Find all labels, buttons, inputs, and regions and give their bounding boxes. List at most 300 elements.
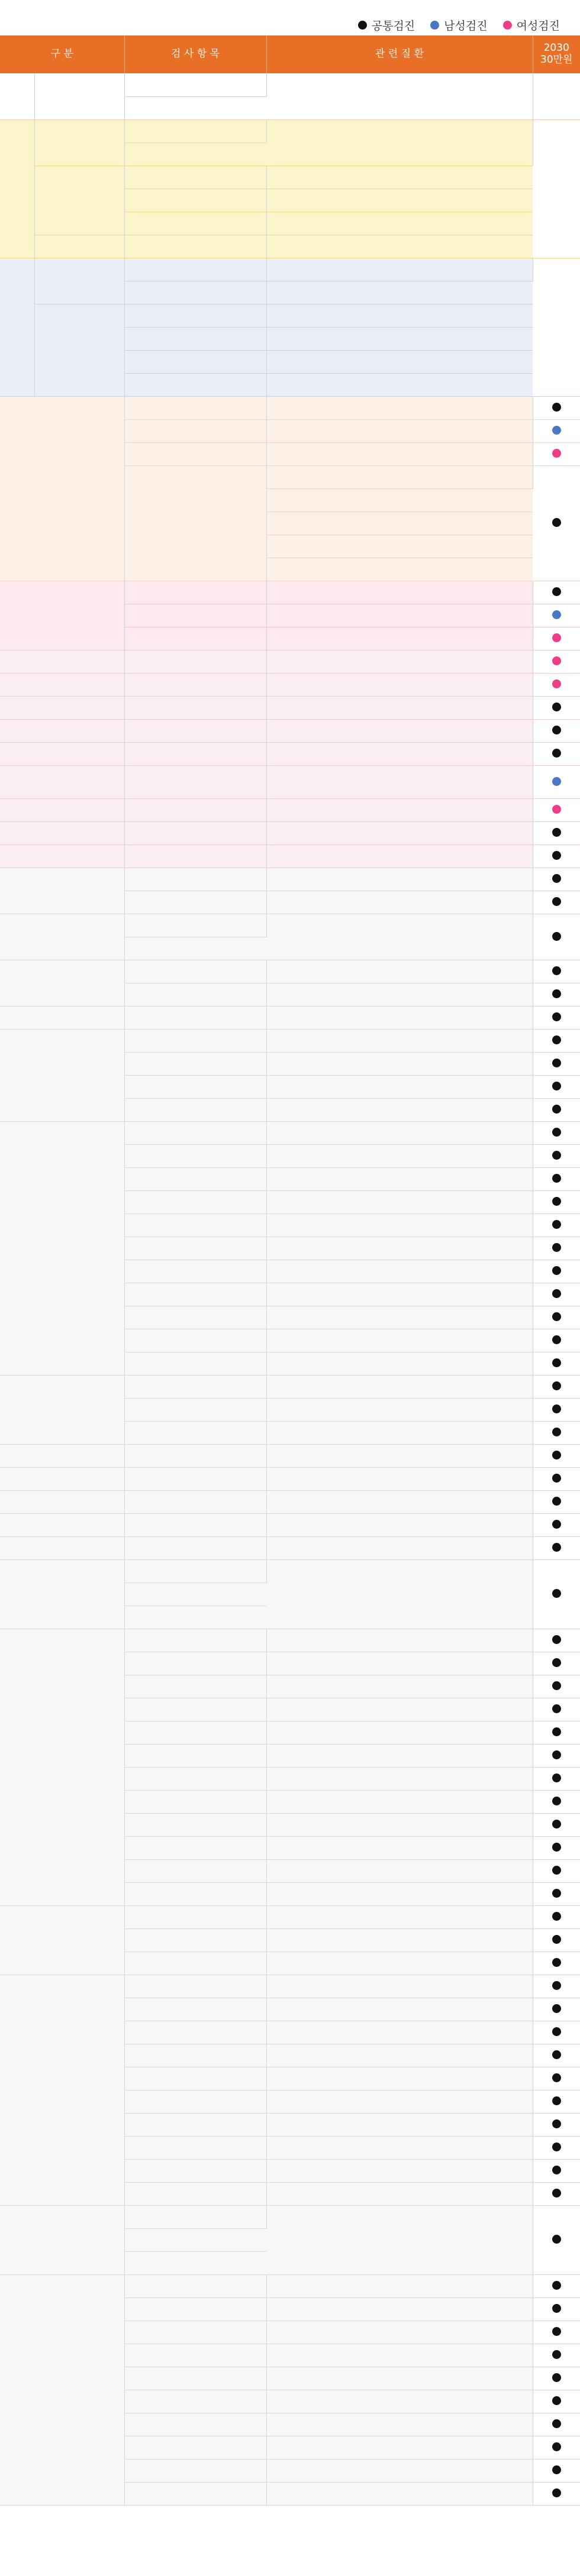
group-mri — [34, 166, 124, 235]
group-colonoscopy — [34, 119, 124, 166]
package-mark-cell — [533, 1121, 580, 1144]
test-item — [124, 627, 266, 650]
category-label — [0, 1513, 124, 1536]
related-disease — [266, 821, 533, 844]
test-item — [124, 1836, 266, 1859]
related-disease — [266, 419, 533, 442]
test-item — [124, 2182, 266, 2205]
package-included-dot-icon — [552, 426, 561, 435]
related-disease — [266, 983, 533, 1006]
test-item — [124, 1490, 266, 1513]
test-item — [124, 1121, 266, 1144]
related-disease — [266, 2436, 533, 2459]
package-mark-cell — [533, 719, 580, 742]
package-mark-cell — [533, 2182, 580, 2205]
package-mark-cell — [533, 1882, 580, 1905]
related-disease — [266, 1421, 533, 1444]
test-item — [124, 2321, 266, 2344]
table-row — [0, 742, 580, 765]
related-disease — [266, 1744, 533, 1767]
area-b-label — [0, 119, 34, 258]
package-included-dot-icon — [552, 726, 561, 734]
package-included-dot-icon — [552, 2373, 561, 2382]
related-disease — [266, 914, 533, 960]
legend-dot-icon — [503, 21, 512, 30]
package-included-dot-icon — [552, 1935, 561, 1944]
package-included-dot-icon — [552, 1589, 561, 1598]
group-gastroscopy — [34, 73, 124, 119]
related-disease — [266, 1098, 533, 1121]
table-row — [0, 581, 580, 604]
package-included-dot-icon — [552, 1381, 561, 1390]
category-label — [0, 673, 124, 696]
related-disease — [266, 2413, 533, 2436]
table-row — [0, 73, 580, 96]
table-row — [0, 696, 580, 719]
related-disease — [266, 119, 533, 166]
package-mark-cell — [533, 1721, 580, 1744]
header-category: 구 분 — [0, 35, 124, 73]
test-item — [124, 1213, 266, 1237]
related-disease — [266, 2067, 533, 2090]
package-mark-cell — [533, 2090, 580, 2113]
package-mark-cell — [533, 2436, 580, 2459]
package-mark-cell — [533, 1190, 580, 1213]
package-included-dot-icon — [552, 2350, 561, 2359]
related-disease — [266, 798, 533, 821]
package-mark-cell — [533, 1836, 580, 1859]
package-included-dot-icon — [552, 449, 561, 458]
test-item — [124, 1237, 266, 1260]
related-disease — [266, 465, 533, 488]
test-item — [124, 983, 266, 1006]
test-item — [124, 304, 266, 327]
table-row — [0, 798, 580, 821]
package-included-dot-icon — [552, 1358, 561, 1367]
package-mark-cell — [533, 1490, 580, 1513]
package-mark-cell — [533, 1652, 580, 1675]
package-included-dot-icon — [552, 828, 561, 837]
package-included-dot-icon — [552, 932, 561, 941]
related-disease — [266, 1190, 533, 1213]
test-item — [124, 914, 266, 937]
test-item — [124, 696, 266, 719]
package-mark-cell — [533, 1444, 580, 1467]
test-item — [124, 1167, 266, 1190]
table-row — [0, 868, 580, 891]
test-item — [124, 2136, 266, 2159]
test-item — [124, 1606, 266, 1629]
table-row — [0, 2205, 580, 2228]
category-label — [0, 742, 124, 765]
legend-label: 여성검진 — [516, 19, 560, 33]
related-disease — [266, 2390, 533, 2413]
related-disease — [266, 650, 533, 673]
package-mark-cell — [533, 1052, 580, 1075]
test-item — [124, 419, 266, 442]
area-a-label — [0, 73, 34, 119]
package-included-dot-icon — [552, 1543, 561, 1552]
package-included-dot-icon — [552, 1012, 561, 1021]
related-disease — [266, 1721, 533, 1744]
test-item — [124, 1536, 266, 1559]
category-tumor-marker — [0, 581, 124, 650]
table-row — [0, 765, 580, 798]
package-mark-cell — [533, 2067, 580, 2090]
package-included-dot-icon — [552, 1520, 561, 1529]
test-item — [124, 119, 266, 143]
package-included-dot-icon — [552, 1681, 561, 1690]
related-disease — [266, 742, 533, 765]
related-disease — [266, 73, 533, 119]
package-mark-cell — [533, 765, 580, 798]
related-disease — [266, 1767, 533, 1790]
package-mark-cell — [533, 1698, 580, 1721]
related-disease — [266, 512, 533, 535]
category-label — [0, 696, 124, 719]
test-item — [124, 1283, 266, 1306]
test-item — [124, 350, 266, 373]
related-disease — [266, 2159, 533, 2182]
package-mark-cell — [533, 1790, 580, 1813]
related-disease — [266, 2182, 533, 2205]
test-item — [124, 2367, 266, 2390]
related-disease — [266, 960, 533, 983]
category-label — [0, 719, 124, 742]
package-mark-cell — [533, 1352, 580, 1375]
test-item — [124, 235, 266, 258]
package-mark-cell — [533, 1952, 580, 1975]
package-mark-cell — [533, 2205, 580, 2274]
group-ct — [34, 304, 124, 396]
package-mark-cell — [533, 1260, 580, 1283]
package-included-dot-icon — [552, 1866, 561, 1875]
package-select — [533, 119, 580, 258]
package-mark-cell — [533, 627, 580, 650]
category-label — [0, 1559, 124, 1629]
category-label — [0, 798, 124, 821]
test-item — [124, 2251, 266, 2274]
package-included-dot-icon — [552, 777, 561, 786]
table-row — [0, 1513, 580, 1536]
category-label — [0, 960, 124, 1006]
related-disease — [266, 1790, 533, 1813]
package-included-dot-icon — [552, 2027, 561, 2036]
package-mark-cell — [533, 2482, 580, 2505]
test-item — [124, 844, 266, 868]
package-mark-cell — [533, 465, 580, 581]
package-mark-cell — [533, 1306, 580, 1329]
related-disease — [266, 1121, 533, 1144]
package-mark-cell — [533, 1859, 580, 1882]
package-included-dot-icon — [552, 1889, 561, 1898]
test-item — [124, 281, 266, 304]
related-disease — [266, 488, 533, 512]
table-row — [0, 235, 580, 258]
related-disease — [266, 350, 533, 373]
table-row — [0, 1121, 580, 1144]
related-disease — [266, 1467, 533, 1490]
related-disease — [266, 673, 533, 696]
package-mark-cell — [533, 1559, 580, 1629]
test-item — [124, 1421, 266, 1444]
package-mark-cell — [533, 2274, 580, 2297]
related-disease — [266, 2367, 533, 2390]
related-disease — [266, 1629, 533, 1652]
package-included-dot-icon — [552, 805, 561, 814]
package-mark-cell — [533, 419, 580, 442]
package-included-dot-icon — [552, 2235, 561, 2244]
test-item — [124, 2228, 266, 2251]
package-included-dot-icon — [552, 2096, 561, 2105]
package-included-dot-icon — [552, 2488, 561, 2497]
test-item — [124, 2482, 266, 2505]
test-item — [124, 1928, 266, 1952]
package-included-dot-icon — [552, 1243, 561, 1252]
test-item — [124, 581, 266, 604]
package-included-dot-icon — [552, 1658, 561, 1667]
package-mark-cell — [533, 1467, 580, 1490]
table-header — [0, 35, 580, 73]
related-disease — [266, 868, 533, 891]
related-disease — [266, 373, 533, 396]
table-row — [0, 1536, 580, 1559]
related-disease — [266, 1306, 533, 1329]
related-disease — [266, 1928, 533, 1952]
related-disease — [266, 1398, 533, 1421]
table-row — [0, 1975, 580, 1998]
test-item — [124, 937, 266, 960]
related-disease — [266, 2297, 533, 2321]
package-mark-cell — [533, 650, 580, 673]
related-disease — [266, 1213, 533, 1237]
package-included-dot-icon — [552, 851, 561, 860]
package-included-dot-icon — [552, 1059, 561, 1067]
related-disease — [266, 765, 533, 798]
package-included-dot-icon — [552, 1774, 561, 1782]
package-mark-cell — [533, 914, 580, 960]
test-item — [124, 1583, 266, 1606]
package-included-dot-icon — [552, 1958, 561, 1967]
package-included-dot-icon — [552, 679, 561, 688]
package-mark-cell — [533, 581, 580, 604]
package-mark-cell — [533, 1375, 580, 1398]
related-disease — [266, 1444, 533, 1467]
related-disease — [266, 2113, 533, 2136]
test-item — [124, 1306, 266, 1329]
test-item — [124, 1744, 266, 1767]
package-included-dot-icon — [552, 2304, 561, 2313]
package-mark-cell — [533, 604, 580, 627]
table-row — [0, 396, 580, 419]
package-included-dot-icon — [552, 1797, 561, 1805]
related-disease — [266, 304, 533, 327]
table-row — [0, 1006, 580, 1029]
related-disease — [266, 2482, 533, 2505]
package-included-dot-icon — [552, 703, 561, 711]
legend-label: 남성검진 — [444, 19, 488, 33]
package-mark-cell — [533, 1237, 580, 1260]
related-disease — [266, 891, 533, 914]
group-special-ultrasound — [34, 258, 124, 304]
package-included-dot-icon — [552, 1727, 561, 1736]
test-item — [124, 2344, 266, 2367]
table-row — [0, 821, 580, 844]
table-row — [0, 258, 580, 281]
package-mark-cell — [533, 2321, 580, 2344]
package-included-dot-icon — [552, 518, 561, 527]
test-item — [124, 891, 266, 914]
package-mark-cell — [533, 2044, 580, 2067]
related-disease — [266, 1998, 533, 2021]
package-mark-cell — [533, 2367, 580, 2390]
package-mark-cell — [533, 1744, 580, 1767]
test-item — [124, 373, 266, 396]
related-disease — [266, 189, 533, 212]
test-item — [124, 1675, 266, 1698]
related-disease — [266, 1513, 533, 1536]
related-disease — [266, 1905, 533, 1928]
test-item — [124, 1790, 266, 1813]
table-row — [0, 1490, 580, 1513]
test-item — [124, 166, 266, 189]
test-item — [124, 2113, 266, 2136]
test-item — [124, 1144, 266, 1167]
test-item — [124, 1813, 266, 1836]
package-included-dot-icon — [552, 1820, 561, 1829]
test-item — [124, 189, 266, 212]
package-mark-cell — [533, 2297, 580, 2321]
test-item — [124, 1075, 266, 1098]
package-included-dot-icon — [552, 749, 561, 758]
test-item — [124, 1882, 266, 1905]
package-mark-cell — [533, 1767, 580, 1790]
package-included-dot-icon — [552, 874, 561, 883]
package-mark-cell — [533, 673, 580, 696]
package-mark-cell — [533, 742, 580, 765]
test-item — [124, 2390, 266, 2413]
package-mark-cell — [533, 983, 580, 1006]
related-disease — [266, 1006, 533, 1029]
package-mark-cell — [533, 891, 580, 914]
package-mark-cell — [533, 1629, 580, 1652]
package-mark-cell — [533, 1098, 580, 1121]
test-item — [124, 2274, 266, 2297]
related-disease — [266, 1975, 533, 1998]
related-disease — [266, 1075, 533, 1098]
related-disease — [266, 166, 533, 189]
package-included-dot-icon — [552, 1843, 561, 1852]
test-item — [124, 396, 266, 419]
package-included-dot-icon — [552, 1335, 561, 1344]
package-included-dot-icon — [552, 2189, 561, 2198]
table-row — [0, 650, 580, 673]
package-included-dot-icon — [552, 1082, 561, 1090]
related-disease — [266, 1836, 533, 1859]
package-mark-cell — [533, 2344, 580, 2367]
package-included-dot-icon — [552, 2419, 561, 2428]
test-item — [124, 719, 266, 742]
test-item — [124, 960, 266, 983]
package-mark-cell — [533, 1329, 580, 1352]
related-disease — [266, 442, 533, 465]
table-row — [0, 2274, 580, 2297]
test-item — [124, 1352, 266, 1375]
test-item — [124, 465, 266, 581]
legend-dot-icon — [358, 21, 367, 30]
related-disease — [266, 2205, 533, 2274]
test-item — [124, 1559, 266, 1583]
test-item — [124, 2159, 266, 2182]
package-included-dot-icon — [552, 403, 561, 412]
related-disease — [266, 1952, 533, 1975]
related-disease — [266, 2274, 533, 2297]
table-row — [0, 1467, 580, 1490]
category-label — [0, 844, 124, 868]
related-disease — [266, 2136, 533, 2159]
test-item — [124, 442, 266, 465]
package-included-dot-icon — [552, 2166, 561, 2174]
legend-item — [430, 17, 487, 33]
category-label — [0, 1029, 124, 1121]
package-mark-cell — [533, 2136, 580, 2159]
area-c-label — [0, 258, 34, 396]
test-item — [124, 1859, 266, 1882]
package-included-dot-icon — [552, 1497, 561, 1506]
package-mark-cell — [533, 844, 580, 868]
package-included-dot-icon — [552, 1128, 561, 1137]
related-disease — [266, 2021, 533, 2044]
related-disease — [266, 1052, 533, 1075]
package-included-dot-icon — [552, 1474, 561, 1483]
test-item — [124, 650, 266, 673]
test-item — [124, 1260, 266, 1283]
table-row — [0, 1629, 580, 1652]
table-row — [0, 304, 580, 327]
category-label — [0, 1467, 124, 1490]
related-disease — [266, 235, 533, 258]
test-item — [124, 2413, 266, 2436]
related-disease — [266, 1675, 533, 1698]
package-included-dot-icon — [552, 1704, 561, 1713]
category-label — [0, 1975, 124, 2205]
legend-dot-icon — [430, 21, 439, 30]
test-item — [124, 1029, 266, 1052]
legend — [0, 14, 580, 35]
category-label — [0, 1006, 124, 1029]
related-disease — [266, 535, 533, 558]
category-label — [0, 1905, 124, 1975]
related-disease — [266, 258, 533, 281]
package-mark-cell — [533, 1928, 580, 1952]
package-included-dot-icon — [552, 1312, 561, 1321]
category-label — [0, 1375, 124, 1444]
package-included-dot-icon — [552, 1750, 561, 1759]
package-included-dot-icon — [552, 1197, 561, 1206]
related-disease — [266, 281, 533, 304]
table-row — [0, 1559, 580, 1583]
related-disease — [266, 627, 533, 650]
package-mark-cell — [533, 1075, 580, 1098]
related-disease — [266, 212, 533, 235]
category-ultrasound — [0, 396, 124, 581]
package-included-dot-icon — [552, 2073, 561, 2082]
package-included-dot-icon — [552, 633, 561, 642]
related-disease — [266, 1329, 533, 1352]
related-disease — [266, 1490, 533, 1513]
test-item — [124, 673, 266, 696]
related-disease — [266, 396, 533, 419]
